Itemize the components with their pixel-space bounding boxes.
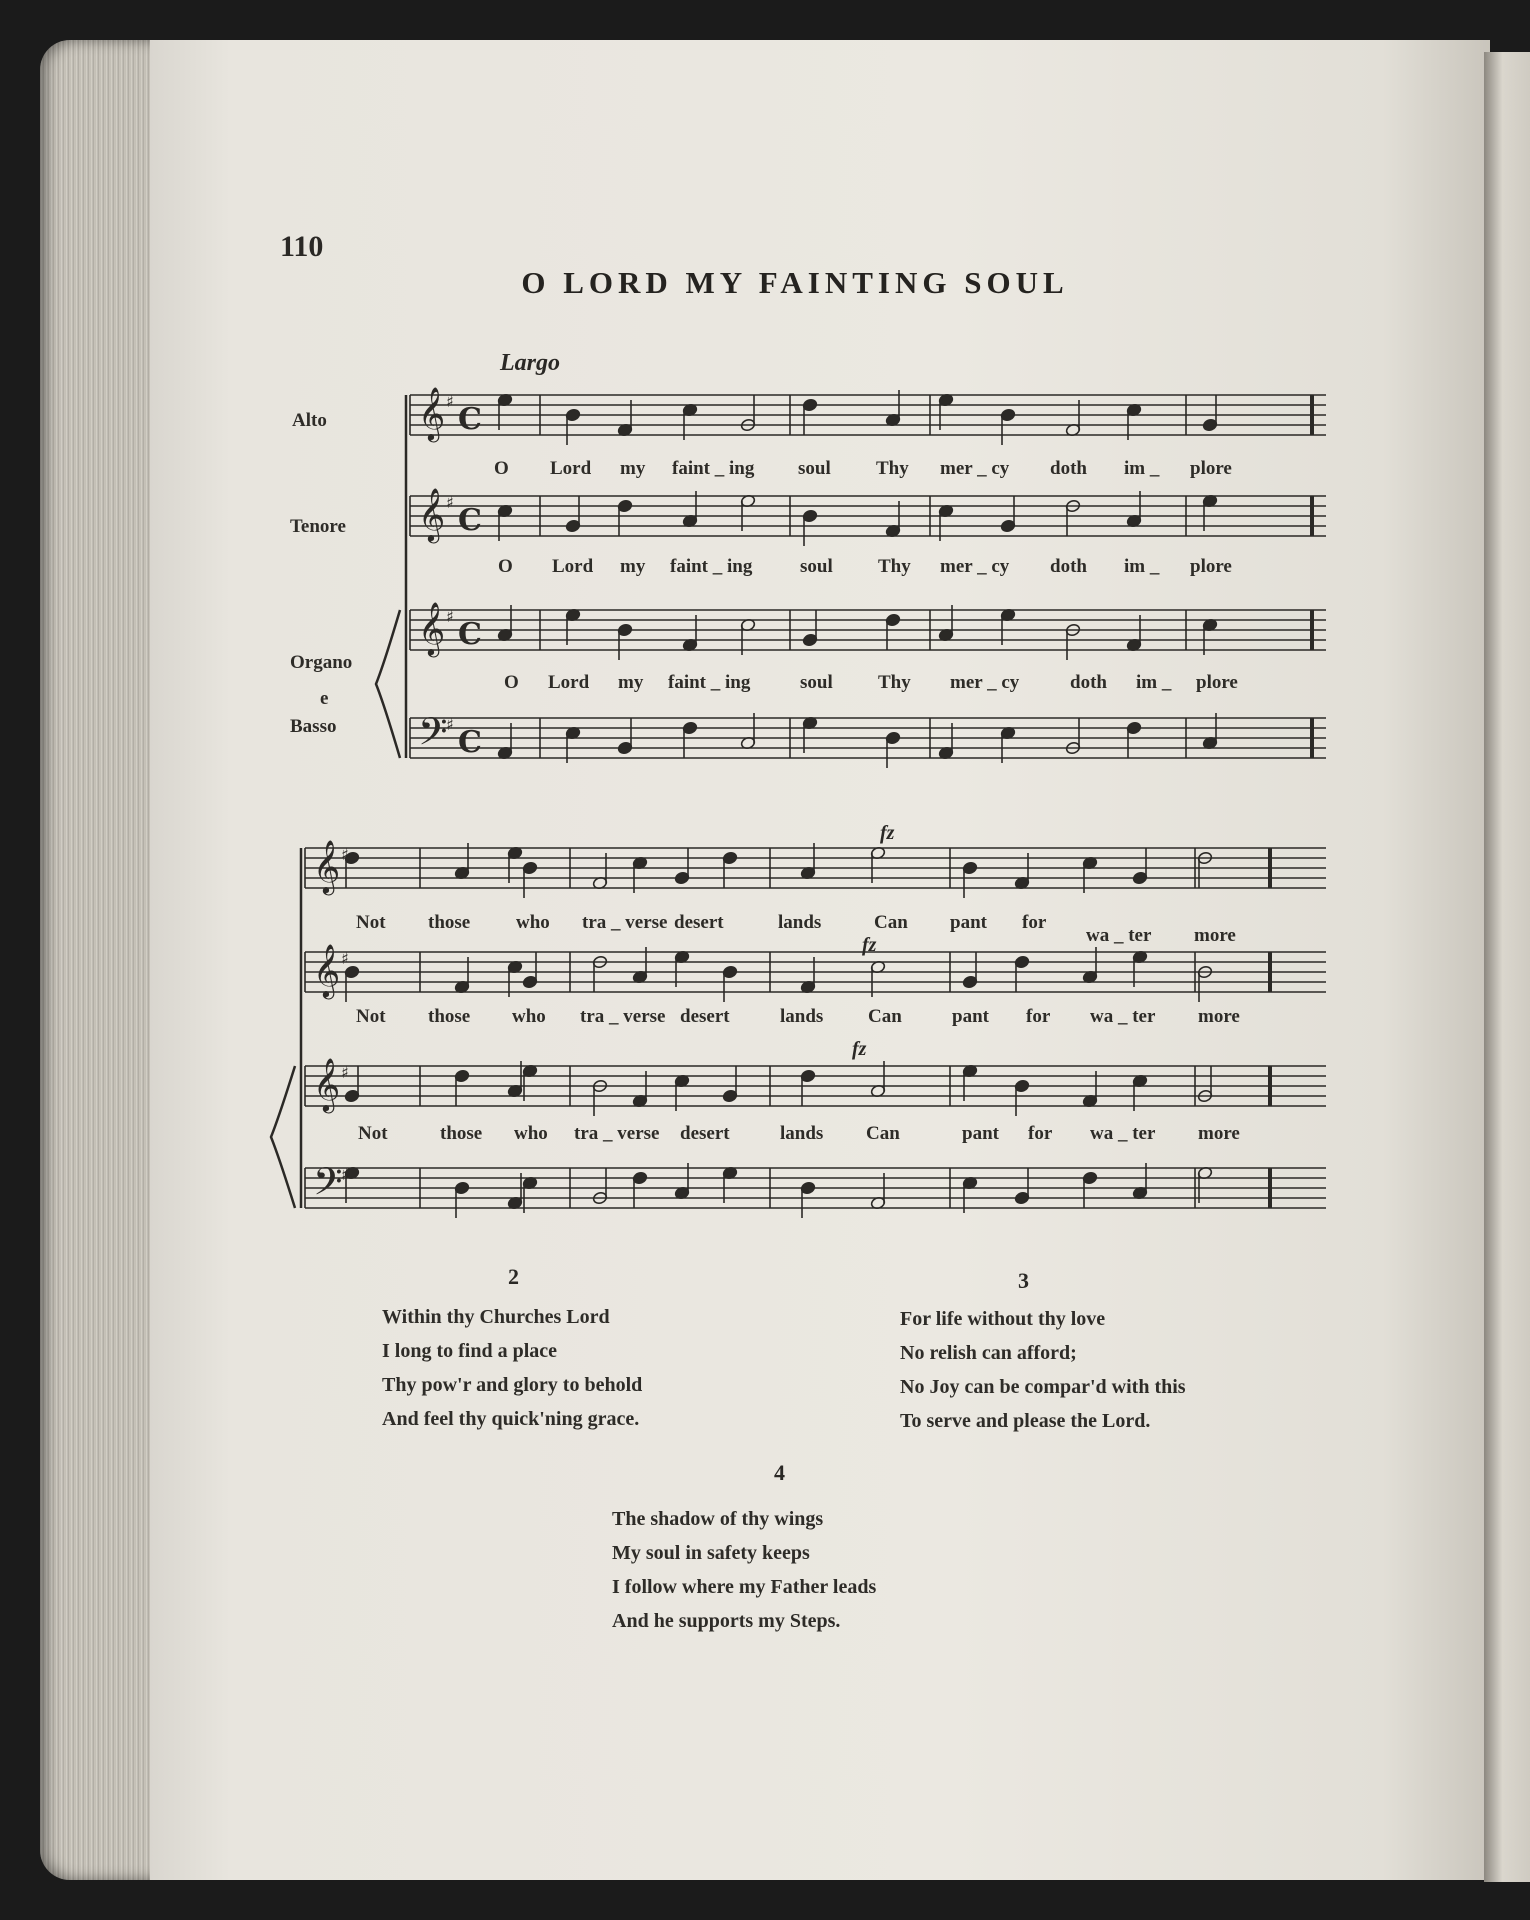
page-title: O LORD MY FAINTING SOUL <box>521 265 1069 300</box>
part-label-basso: Basso <box>290 716 337 737</box>
lyric-syllable: soul <box>798 458 831 479</box>
lyric-syllable: faint _ ing <box>670 556 753 577</box>
lyric-syllable: O <box>504 672 519 693</box>
part-label-tenor: Tenore <box>290 516 346 537</box>
verse-line: The shadow of thy wings <box>612 1508 824 1530</box>
treble-clef-icon: 𝄞 <box>313 839 341 893</box>
lyric-syllable: Thy <box>878 556 911 577</box>
verse-3 <box>900 1302 1186 1438</box>
verse-line: And feel thy quick'ning grace. <box>382 1408 640 1430</box>
lyric-syllable: plore <box>1190 458 1232 479</box>
lyric-syllable: im _ <box>1136 672 1172 693</box>
verse-line: And he supports my Steps. <box>612 1610 841 1632</box>
lyric-syllable: doth <box>1050 458 1087 479</box>
common-time-icon: C <box>458 617 482 652</box>
common-time-icon: C <box>458 503 482 538</box>
part-label-alto: Alto <box>292 410 327 431</box>
lyric-syllable: for <box>1022 912 1047 933</box>
lyric-syllable: Can <box>874 912 908 933</box>
lyric-syllable: who <box>512 1006 546 1027</box>
lyric-syllable: lands <box>780 1006 824 1027</box>
verse-line: No Joy can be compar'd with this <box>900 1376 1186 1398</box>
lyric-syllable: desert <box>680 1006 730 1027</box>
sharp-icon: ♯ <box>446 715 454 734</box>
lyric-syllable: Not <box>356 1006 386 1027</box>
lyric-syllable: doth <box>1050 556 1087 577</box>
lyric-syllable: pant <box>962 1123 999 1144</box>
common-time-icon: C <box>458 402 482 437</box>
verse-number-2: 2 <box>508 1264 519 1289</box>
lyric-syllable: tra _ verse <box>580 1006 666 1027</box>
verse-line: Thy pow'r and glory to behold <box>382 1374 643 1396</box>
verse-2 <box>382 1300 642 1436</box>
lyric-syllable: Can <box>866 1123 900 1144</box>
lyric-syllable: Lord <box>548 672 590 693</box>
treble-clef-icon: 𝄞 <box>313 1057 341 1111</box>
lyric-syllable: soul <box>800 556 833 577</box>
verse-4 <box>612 1502 876 1638</box>
treble-clef-icon: 𝄞 <box>418 487 446 541</box>
lyric-syllable: for <box>1026 1006 1051 1027</box>
lyric-syllable: my <box>620 458 646 479</box>
lyric-syllable: Can <box>868 1006 902 1027</box>
lyric-syllable: im _ <box>1124 556 1160 577</box>
lyric-syllable: mer _ cy <box>950 672 1020 693</box>
lyric-syllable: O <box>498 556 513 577</box>
lyric-syllable: tra _ verse <box>582 912 668 933</box>
treble-clef-icon: 𝄞 <box>313 943 341 997</box>
lyric-syllable: faint _ ing <box>672 458 755 479</box>
verse-line: Within thy Churches Lord <box>382 1306 610 1328</box>
sharp-icon: ♯ <box>341 949 349 968</box>
bass-clef-icon: 𝄢 <box>418 709 448 763</box>
treble-clef-icon: 𝄞 <box>418 386 446 440</box>
lyric-syllable: pant <box>950 912 987 933</box>
lyric-syllable: those <box>428 912 471 933</box>
lyric-syllable: more <box>1198 1006 1240 1027</box>
lyric-syllable: Thy <box>876 458 909 479</box>
treble-clef-icon: 𝄞 <box>418 601 446 655</box>
lyric-syllable: desert <box>674 912 724 933</box>
lyric-syllable: Lord <box>552 556 594 577</box>
dynamic-fz-2: fz <box>862 934 877 956</box>
lyric-syllable: mer _ cy <box>940 556 1010 577</box>
lyric-syllable: wa _ ter <box>1090 1123 1156 1144</box>
lyric-syllable: my <box>618 672 644 693</box>
lyric-syllable: faint _ ing <box>668 672 751 693</box>
lyric-syllable: doth <box>1070 672 1107 693</box>
lyric-syllable: plore <box>1190 556 1232 577</box>
sharp-icon: ♯ <box>446 392 454 411</box>
lyric-syllable: wa _ ter <box>1090 1006 1156 1027</box>
tempo-marking: Largo <box>500 350 560 376</box>
lyric-syllable: Thy <box>878 672 911 693</box>
sharp-icon: ♯ <box>341 1063 349 1082</box>
organ-brace <box>376 610 400 758</box>
lyric-syllable: Not <box>356 912 386 933</box>
lyric-syllable: those <box>440 1123 483 1144</box>
lyric-syllable: Lord <box>550 458 592 479</box>
verse-number-4: 4 <box>774 1460 785 1485</box>
verse-line: My soul in safety keeps <box>612 1542 810 1564</box>
part-label-organ: Organo <box>290 652 353 673</box>
lyric-syllable: who <box>516 912 550 933</box>
lyric-syllable: for <box>1028 1123 1053 1144</box>
lyric-syllable: my <box>620 556 646 577</box>
organ-brace <box>271 1066 295 1208</box>
verse-line: I long to find a place <box>382 1340 558 1362</box>
lyric-syllable: more <box>1194 925 1236 946</box>
lyric-syllable: more <box>1198 1123 1240 1144</box>
dynamic-fz-1: fz <box>880 822 895 844</box>
lyric-syllable: im _ <box>1124 458 1160 479</box>
verse-line: To serve and please the Lord. <box>900 1410 1151 1432</box>
lyric-syllable: who <box>514 1123 548 1144</box>
verse-line: No relish can afford; <box>900 1342 1077 1364</box>
sharp-icon: ♯ <box>446 493 454 512</box>
bass-clef-icon: 𝄢 <box>313 1159 343 1213</box>
lyric-syllable: plore <box>1196 672 1238 693</box>
lyric-syllable: lands <box>780 1123 824 1144</box>
common-time-icon: C <box>458 725 482 760</box>
lyric-syllable: tra _ verse <box>574 1123 660 1144</box>
part-label-e: e <box>320 688 329 709</box>
lyric-syllable: soul <box>800 672 833 693</box>
dynamic-fz-3: fz <box>852 1038 867 1060</box>
verse-line: I follow where my Father leads <box>612 1576 877 1598</box>
lyric-syllable: lands <box>778 912 822 933</box>
sharp-icon: ♯ <box>341 845 349 864</box>
lyric-syllable: pant <box>952 1006 989 1027</box>
lyric-syllable: O <box>494 458 509 479</box>
lyric-syllable: Not <box>358 1123 388 1144</box>
sharp-icon: ♯ <box>341 1165 349 1184</box>
verse-number-3: 3 <box>1018 1268 1029 1293</box>
verse-line: For life without thy love <box>900 1308 1106 1330</box>
lyric-syllable: mer _ cy <box>940 458 1010 479</box>
sharp-icon: ♯ <box>446 607 454 626</box>
lyric-syllable: desert <box>680 1123 730 1144</box>
lyric-syllable: those <box>428 1006 471 1027</box>
lyric-syllable: wa _ ter <box>1086 925 1152 946</box>
page-number: 110 <box>280 230 324 263</box>
